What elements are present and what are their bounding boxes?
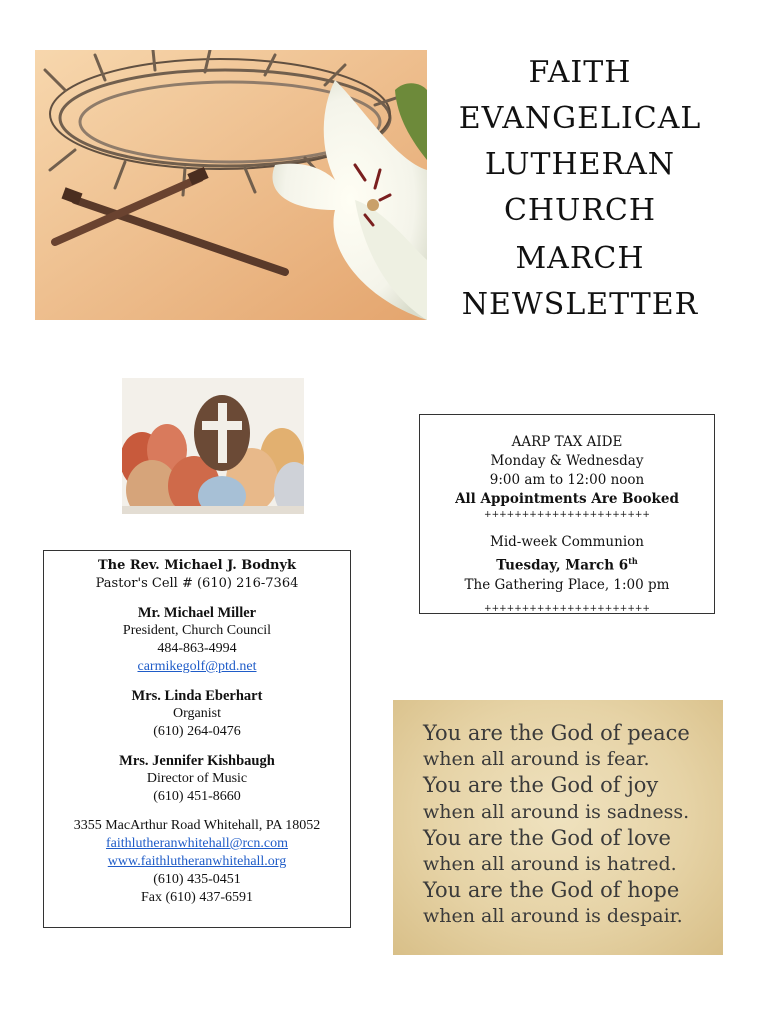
aarp-hours: 9:00 am to 12:00 noon	[489, 472, 645, 488]
prayer-line: You are the God of hope	[423, 878, 680, 903]
divider-plus: ++++++++++++++++++++++	[484, 510, 650, 520]
church-fax: Fax (610) 437-6591	[141, 890, 253, 905]
title-line-newsletter: NEWSLETTER	[461, 287, 699, 322]
music-director-phone: (610) 451-8660	[153, 789, 241, 804]
announcements-box	[419, 414, 715, 614]
communion-date: Tuesday, March 6th	[496, 556, 638, 574]
communion-place: The Gathering Place, 1:00 pm	[464, 576, 670, 593]
prayer-line: You are the God of joy	[423, 773, 659, 798]
title-line-faith: FAITH	[528, 55, 632, 90]
prayer-line: when all around is sadness.	[423, 800, 690, 823]
title-line-church: CHURCH	[503, 193, 657, 228]
organist-title: Organist	[173, 706, 221, 721]
aarp-days: Monday & Wednesday	[490, 453, 644, 469]
president-name: Mr. Michael Miller	[137, 605, 257, 621]
aarp-heading: AARP TAX AIDE	[511, 434, 623, 450]
title-line-lutheran: LUTHERAN	[484, 147, 676, 182]
prayer-line: when all around is despair.	[423, 905, 683, 928]
president-phone: 484-863-4994	[157, 641, 237, 656]
church-email-link[interactable]: faithlutheranwhitehall@rcn.com	[106, 836, 288, 851]
prayer-line: You are the God of love	[423, 825, 671, 850]
church-phone: (610) 435-0451	[153, 872, 241, 887]
president-title: President, Church Council	[122, 623, 272, 638]
divider-plus-2: ++++++++++++++++++++++	[484, 603, 650, 614]
aarp-booked-notice: All Appointments Are Booked	[455, 491, 679, 507]
music-director-name: Mrs. Jennifer Kishbaugh	[119, 753, 275, 769]
prayer-parchment-image	[393, 700, 723, 955]
title-line-evangelical: EVANGELICAL	[458, 101, 702, 136]
prayer-line: when all around is fear.	[423, 748, 650, 771]
newsletter-title	[430, 50, 730, 328]
music-director-title: Director of Music	[146, 771, 248, 786]
president-email-link[interactable]: carmikegolf@ptd.net	[137, 659, 257, 674]
pastor-name: The Rev. Michael J. Bodnyk	[97, 558, 297, 573]
organist-name: Mrs. Linda Eberhart	[131, 688, 263, 704]
communion-heading: Mid-week Communion	[490, 534, 644, 550]
hero-image	[35, 50, 427, 320]
prayer-line: when all around is hatred.	[423, 853, 677, 876]
title-line-march: MARCH	[515, 241, 645, 276]
eggs-illustration	[122, 378, 304, 514]
pastor-cell: Pastor's Cell # (610) 216-7364	[95, 576, 299, 591]
church-address: 3355 MacArthur Road Whitehall, PA 18052	[73, 818, 321, 833]
crown-of-thorns-image	[35, 50, 427, 320]
contacts-box	[43, 550, 351, 928]
church-website-link[interactable]: www.faithlutheranwhitehall.org	[107, 854, 287, 869]
easter-eggs-image	[122, 378, 304, 514]
organist-phone: (610) 264-0476	[153, 724, 241, 739]
prayer-line: You are the God of peace	[423, 721, 690, 745]
